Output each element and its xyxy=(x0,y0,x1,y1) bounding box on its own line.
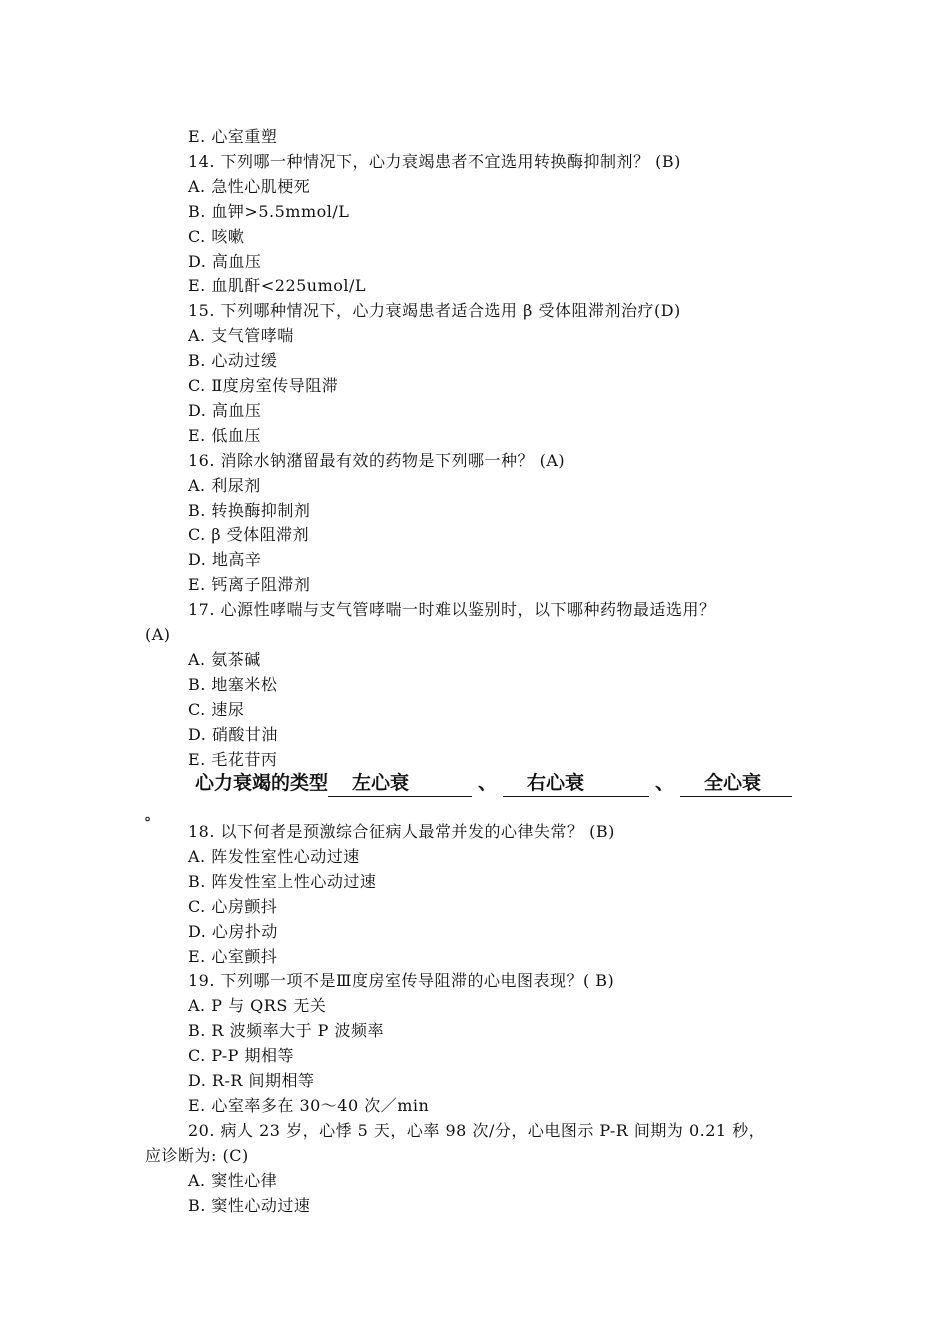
question-line: 20. 病人 23 岁，心悸 5 天，心率 98 次/分，心电图示 P-R 间期为 0.21 秒， xyxy=(188,1120,766,1140)
option-line: C. 速尿 xyxy=(188,699,245,719)
question-line: 16. 消除水钠潴留最有效的药物是下列哪一种？ (A) xyxy=(188,450,566,470)
option-line: A. 窦性心律 xyxy=(188,1170,278,1190)
question-line: 15. 下列哪种情况下，心力衰竭患者适合选用 β 受体阻滞剂治疗(D) xyxy=(188,301,681,321)
option-line: C. 咳嗽 xyxy=(188,226,245,246)
option-line: C. β 受体阻滞剂 xyxy=(188,525,310,545)
option-line: C. 心房颤抖 xyxy=(188,896,278,916)
option-line: A. P 与 QRS 无关 xyxy=(188,996,327,1016)
fill-in-heading xyxy=(195,770,792,797)
answer-blank-1: 左心衰 xyxy=(328,770,472,797)
option-line: E. 心室重塑 xyxy=(188,127,278,146)
end-mark: 。 xyxy=(145,808,159,824)
separator-2: 、 xyxy=(655,772,675,794)
option-line: D. 高血压 xyxy=(188,400,262,420)
option-line: A. 阵发性室性心动过速 xyxy=(188,846,360,866)
option-line: B. 阵发性室上性心动过速 xyxy=(188,871,377,891)
option-line: D. R-R 间期相等 xyxy=(188,1071,315,1090)
option-line: B. R 波频率大于 P 波频率 xyxy=(188,1021,385,1041)
option-line: C. Ⅱ度房室传导阻滞 xyxy=(188,376,339,395)
option-line: A. 利尿剂 xyxy=(188,475,261,495)
option-line: D. 高血压 xyxy=(188,251,262,271)
question-line: 17. 心源性哮喘与支气管哮喘一时难以鉴别时，以下哪种药物最适选用？ xyxy=(188,600,716,620)
option-line: E. 钙离子阻滞剂 xyxy=(188,575,311,595)
option-line: D. 心房扑动 xyxy=(188,921,278,941)
option-line: D. 硝酸甘油 xyxy=(188,724,278,744)
answer-blank-2: 右心衰 xyxy=(503,770,649,797)
option-line: A. 支气管哮喘 xyxy=(188,326,294,346)
option-line: B. 转换酶抑制剂 xyxy=(188,500,311,520)
option-line: D. 地高辛 xyxy=(188,550,262,570)
option-line: B. 血钾>5.5mmol/L xyxy=(188,201,350,221)
option-line: E. 血肌酐<225umol/L xyxy=(188,276,367,296)
option-line: C. P-P 期相等 xyxy=(188,1046,294,1066)
option-line: E. 心室颤抖 xyxy=(188,946,278,966)
option-line: E. 低血压 xyxy=(188,425,261,445)
answer-blank-3: 全心衰 xyxy=(680,770,792,797)
option-line: A. 急性心肌梗死 xyxy=(188,176,311,196)
continuation-line: 应诊断为: (C) xyxy=(145,1145,249,1165)
option-line: B. 窦性心动过速 xyxy=(188,1195,311,1215)
option-line: B. 地塞米松 xyxy=(188,674,278,694)
continuation-line: (A) xyxy=(145,625,171,644)
option-line: B. 心动过缓 xyxy=(188,351,278,371)
separator-1: 、 xyxy=(478,772,498,794)
option-line: E. 心室率多在 30～40 次／min xyxy=(188,1095,430,1115)
question-line: 18. 以下何者是预激综合征病人最常并发的心律失常？ (B) xyxy=(188,822,615,841)
fill-in-label: 心力衰竭的类型 xyxy=(195,772,329,794)
question-line: 14. 下列哪一种情况下，心力衰竭患者不宜选用转换酶抑制剂？ (B) xyxy=(188,151,681,171)
option-line: A. 氨茶碱 xyxy=(188,649,261,669)
question-line: 19. 下列哪一项不是Ⅲ度房室传导阻滞的心电图表现？( B) xyxy=(188,971,615,991)
option-line: E. 毛花苷丙 xyxy=(188,749,278,769)
